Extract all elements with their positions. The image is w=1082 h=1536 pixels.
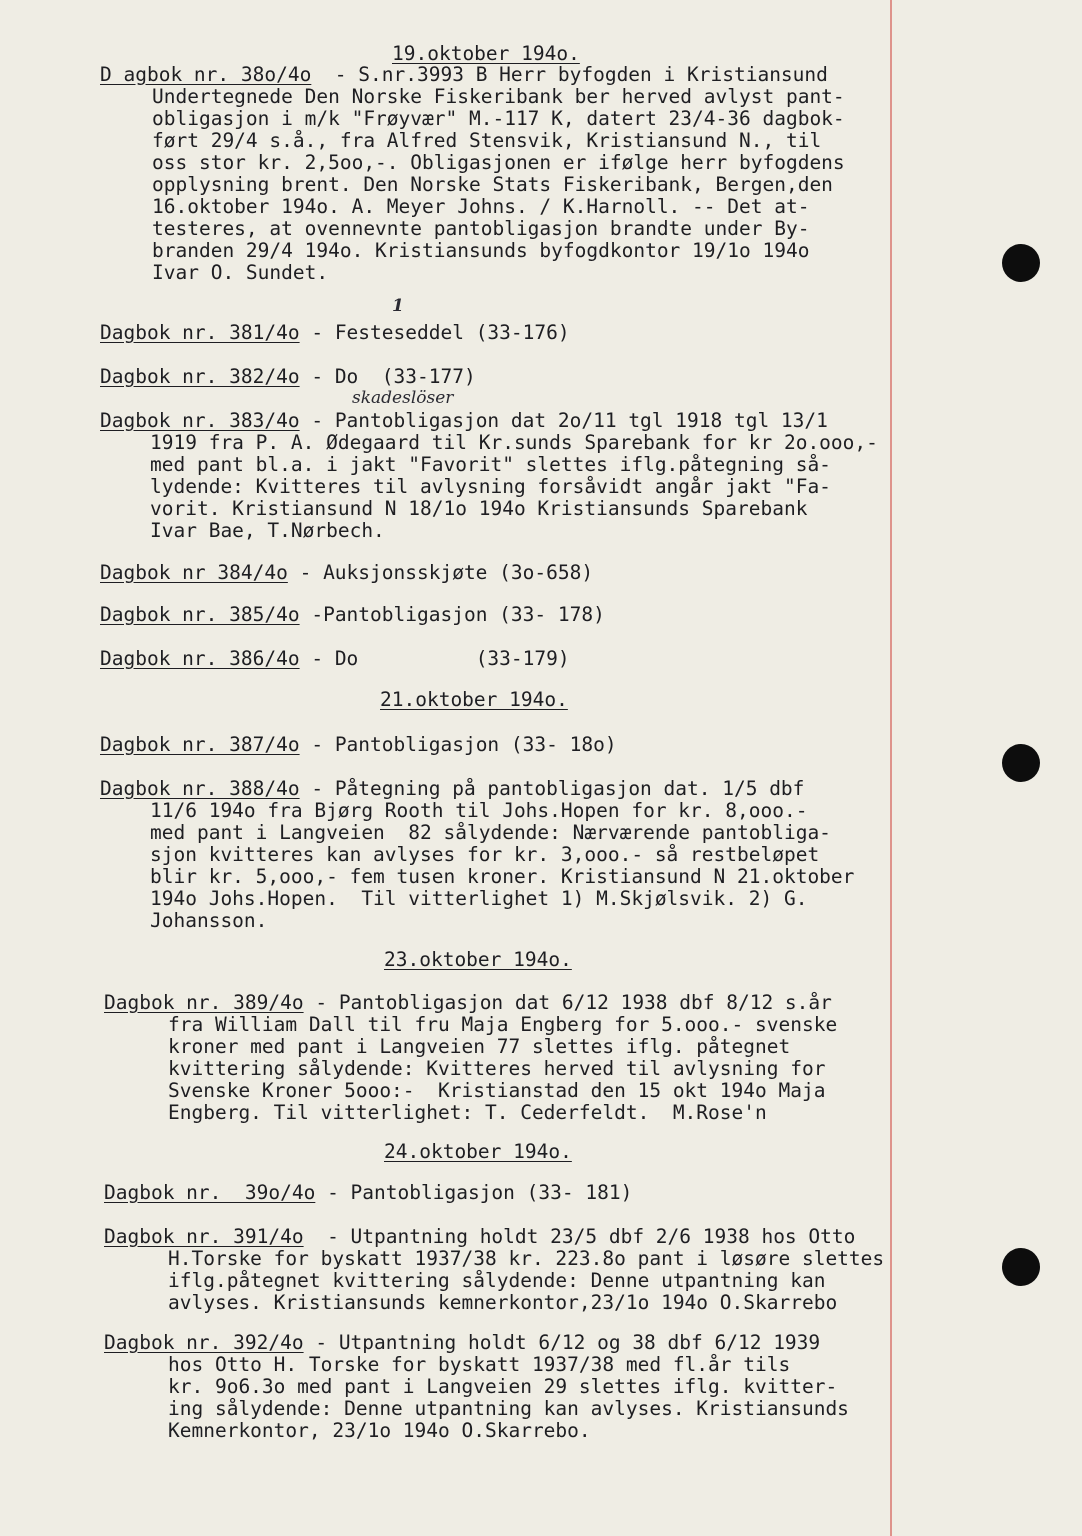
punch-hole	[1002, 1248, 1040, 1286]
entry-line: vorit. Kristiansund N 18/1o 194o Kristiansunds Sparebank	[150, 497, 808, 520]
punch-hole	[1002, 244, 1040, 282]
entry-ref: Dagbok nr. 385/4o	[100, 603, 300, 626]
entry-ref: D agbok nr. 38o/4o	[100, 63, 312, 86]
entry-line: Dagbok nr. 391/4o - Utpantning holdt 23/5 dbf 2/6 1938 hos Otto	[104, 1225, 856, 1248]
entry-line: blir kr. 5,ooo,- fem tusen kroner. Kristiansund N 21.oktober	[150, 865, 855, 888]
entry-line: fra William Dall til fru Maja Engberg for 5.ooo.- svenske	[168, 1013, 838, 1036]
entry-line: kroner med pant i Langveien 77 slettes iflg. påtegnet	[168, 1035, 791, 1058]
entry-ref: Dagbok nr. 386/4o	[100, 647, 300, 670]
entry-386: Dagbok nr. 386/4o - Do (33-179)	[100, 647, 570, 670]
entry-390: Dagbok nr. 39o/4o - Pantobligasjon (33- 181)	[104, 1181, 633, 1204]
entry-ref: Dagbok nr. 392/4o	[104, 1331, 304, 1354]
entry-line: Dagbok nr. 389/4o - Pantobligasjon dat 6/12 1938 dbf 8/12 s.år	[104, 991, 832, 1014]
entry-line: opplysning brent. Den Norske Stats Fiskeribank, Bergen,den	[152, 173, 833, 196]
entry-line: kvittering sålydende: Kvitteres herved til avlysning for	[168, 1057, 826, 1080]
entry-ref: Dagbok nr. 388/4o	[100, 777, 300, 800]
entry-ref: Dagbok nr. 387/4o	[100, 733, 300, 756]
entry-line: avlyses. Kristiansunds kemnerkontor,23/1o 194o O.Skarrebo	[168, 1291, 838, 1314]
entry-line: Svenske Kroner 5ooo:- Kristianstad den 15 okt 194o Maja	[168, 1079, 826, 1102]
entry-line: kr. 9o6.3o med pant i Langveien 29 slettes iflg. kvitter-	[168, 1375, 838, 1398]
entry-line: obligasjon i m/k "Frøyvær" M.-117 K, datert 23/4-36 dagbok-	[152, 107, 845, 130]
entry-line: Kemnerkontor, 23/1o 194o O.Skarrebo.	[168, 1419, 591, 1442]
entry-line: oss stor kr. 2,5oo,-. Obligasjonen er ifølge herr byfogdens	[152, 151, 845, 174]
entry-line: Johansson.	[150, 909, 268, 932]
entry-line: 194o Johs.Hopen. Til vitterlighet 1) M.Skjølsvik. 2) G.	[150, 887, 808, 910]
date-heading: 23.oktober 194o.	[384, 948, 572, 971]
entry-line: Engberg. Til vitterlighet: T. Cederfeldt. M.Rose'n	[168, 1101, 767, 1124]
entry-line: med pant i Langveien 82 sålydende: Nærværende pantobliga-	[150, 821, 831, 844]
entry-line: med pant bl.a. i jakt "Favorit" slettes iflg.påtegning så-	[150, 453, 831, 476]
entry-line: ing sålydende: Denne utpantning kan avlyses. Kristiansunds	[168, 1397, 849, 1420]
entry-line: lydende: Kvitteres til avlysning forsåvidt angår jakt "Fa-	[150, 475, 831, 498]
entry-line: ført 29/4 s.å., fra Alfred Stensvik, Kristiansund N., til	[152, 129, 822, 152]
entry-line: Dagbok nr. 383/4o - Pantobligasjon dat 2o/11 tgl 1918 tgl 13/1	[100, 409, 828, 432]
handwritten-mark: 1	[392, 296, 404, 316]
handwritten-note: skadeslöser	[352, 388, 454, 408]
entry-line: Ivar Bae, T.Nørbech.	[150, 519, 385, 542]
entry-line: 11/6 194o fra Bjørg Rooth til Johs.Hopen for kr. 8,ooo.-	[150, 799, 808, 822]
entry-line: sjon kvitteres kan avlyses for kr. 3,ooo.- så restbeløpet	[150, 843, 820, 866]
entry-line: Ivar O. Sundet.	[152, 261, 329, 284]
date-heading: 21.oktober 194o.	[380, 688, 568, 711]
entry-line: H.Torske for byskatt 1937/38 kr. 223.8o pant i løsøre slettes	[168, 1247, 885, 1270]
margin-rule	[890, 0, 892, 1536]
entry-ref: Dagbok nr. 389/4o	[104, 991, 304, 1014]
entry-line: D agbok nr. 38o/4o - S.nr.3993 B Herr byfogden i Kristiansund	[100, 63, 828, 86]
date-heading: 24.oktober 194o.	[384, 1140, 572, 1163]
entry-line: hos Otto H. Torske for byskatt 1937/38 med fl.år tils	[168, 1353, 791, 1376]
entry-ref: Dagbok nr. 39o/4o	[104, 1181, 316, 1204]
entry-line: branden 29/4 194o. Kristiansunds byfogdkontor 19/1o 194o	[152, 239, 810, 262]
entry-ref: Dagbok nr. 391/4o	[104, 1225, 304, 1248]
entry-line: 16.oktober 194o. A. Meyer Johns. / K.Harnoll. -- Det at-	[152, 195, 810, 218]
entry-ref: Dagbok nr. 381/4o	[100, 321, 300, 344]
date-heading: 19.oktober 194o.	[392, 42, 580, 65]
entry-381: Dagbok nr. 381/4o - Festeseddel (33-176)	[100, 321, 570, 344]
entry-384: Dagbok nr 384/4o - Auksjonsskjøte (3o-658)	[100, 561, 594, 584]
entry-385: Dagbok nr. 385/4o -Pantobligasjon (33- 178)	[100, 603, 605, 626]
entry-ref: Dagbok nr 384/4o	[100, 561, 288, 584]
entry-line: iflg.påtegnet kvittering sålydende: Denne utpantning kan	[168, 1269, 826, 1292]
entry-line: Undertegnede Den Norske Fiskeribank ber herved avlyst pant-	[152, 85, 845, 108]
entry-387: Dagbok nr. 387/4o - Pantobligasjon (33- 18o)	[100, 733, 617, 756]
entry-ref: Dagbok nr. 383/4o	[100, 409, 300, 432]
entry-line: Dagbok nr. 392/4o - Utpantning holdt 6/12 og 38 dbf 6/12 1939	[104, 1331, 821, 1354]
entry-line: testeres, at ovennevnte pantobligasjon brandte under By-	[152, 217, 810, 240]
entry-382: Dagbok nr. 382/4o - Do (33-177)	[100, 365, 476, 388]
entry-line: 1919 fra P. A. Ødegaard til Kr.sunds Sparebank for kr 2o.ooo,-	[150, 431, 878, 454]
punch-hole	[1002, 744, 1040, 782]
entry-ref: Dagbok nr. 382/4o	[100, 365, 300, 388]
entry-line: Dagbok nr. 388/4o - Påtegning på pantobligasjon dat. 1/5 dbf	[100, 777, 805, 800]
